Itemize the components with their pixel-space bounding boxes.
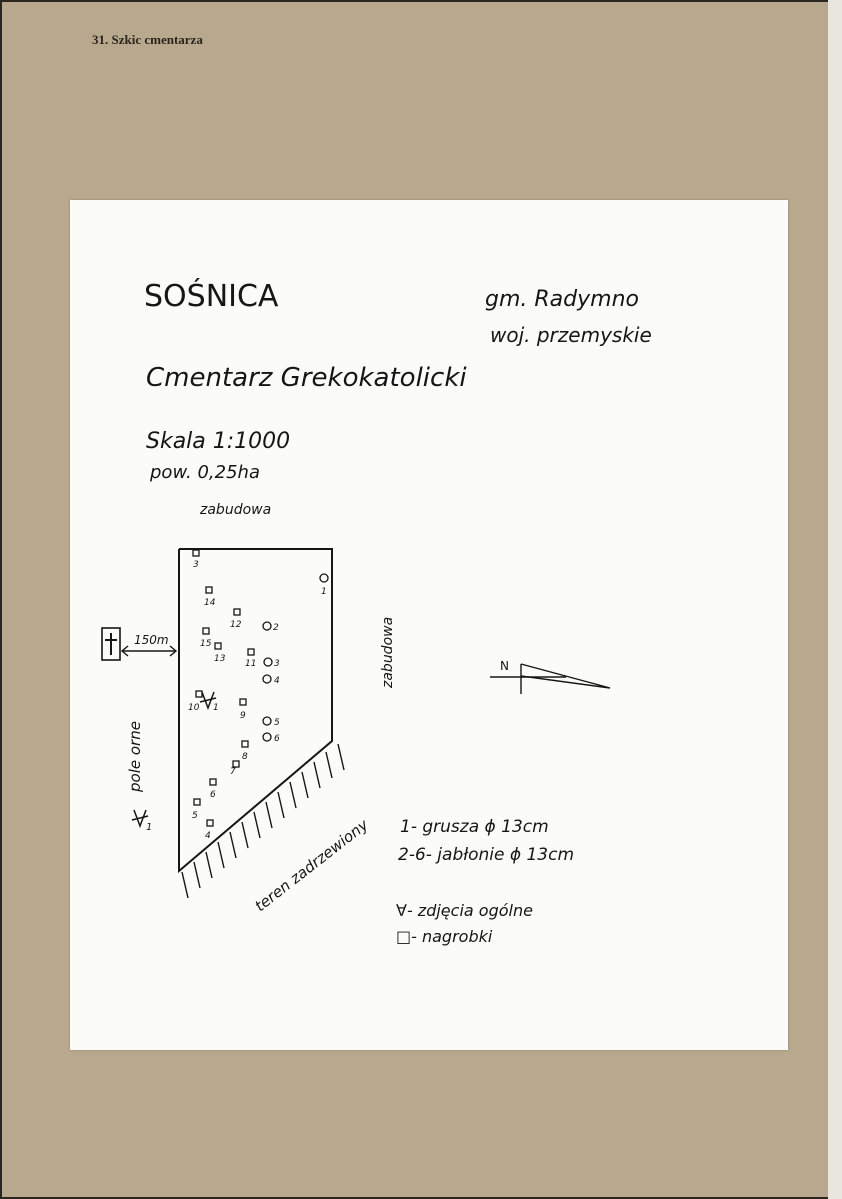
tomb-number: 6 [210, 790, 216, 800]
village-name: SOŚNICA [144, 279, 279, 314]
commune-label: gm. Radymno [485, 287, 639, 312]
tomb-number: 8 [242, 752, 248, 762]
tree-number: 3 [274, 659, 280, 669]
tomb-number: 3 [193, 560, 199, 570]
cemetery-title: Cmentarz Grekokatolicki [146, 363, 467, 393]
distance-arrow [122, 646, 176, 656]
tombstone-markers [193, 550, 257, 826]
legend-trees-apple: 2-6- jabłonie ϕ 13cm [398, 845, 575, 865]
voivodeship-label: woj. przemyskie [490, 323, 652, 347]
label-wooded-area: teren zadrzewiony [251, 815, 372, 916]
tree-markers [263, 574, 328, 741]
tomb-number: 14 [204, 598, 216, 608]
photo-marker-number: 1 [213, 703, 219, 713]
sketch-sheet [70, 200, 788, 1050]
legend-tombs: □- nagrobki [396, 927, 493, 946]
tomb-number: 15 [200, 639, 212, 649]
distance-label: 150m [134, 633, 169, 647]
tomb-number: 9 [240, 711, 246, 721]
legend-photos: ∀- zdjęcia ogólne [396, 901, 533, 920]
label-top-zabudowa: zabudowa [200, 502, 272, 518]
north-label: N [500, 659, 509, 673]
tomb-number: 4 [205, 831, 211, 841]
scale-label: Skala 1:1000 [146, 429, 291, 454]
tomb-number: 5 [192, 811, 198, 821]
wooded-area-hatching [182, 744, 344, 898]
cemetery-boundary [179, 549, 332, 871]
church-icon [102, 628, 120, 660]
legend-trees-pear: 1- grusza ϕ 13cm [400, 817, 549, 837]
tomb-number: 11 [245, 659, 257, 669]
tree-number: 6 [274, 734, 280, 744]
cemetery-sketch [70, 200, 788, 1050]
label-left-pole-orne: pole orne [126, 721, 144, 792]
tomb-number: 12 [230, 620, 242, 630]
label-right-zabudowa: zabudowa [380, 616, 396, 688]
page-heading: 31. Szkic cmentarza [92, 32, 203, 47]
tree-number: 5 [274, 718, 280, 728]
photo-marker-number: 1 [146, 822, 153, 833]
area-label: pow. 0,25ha [150, 462, 260, 483]
tree-number: 4 [274, 676, 280, 686]
tomb-number: 10 [188, 703, 200, 713]
tomb-number: 13 [214, 654, 226, 664]
board-margin [828, 0, 842, 1199]
tomb-number: 7 [230, 767, 236, 777]
tree-number: 2 [273, 623, 279, 633]
tree-number: 1 [321, 587, 327, 597]
